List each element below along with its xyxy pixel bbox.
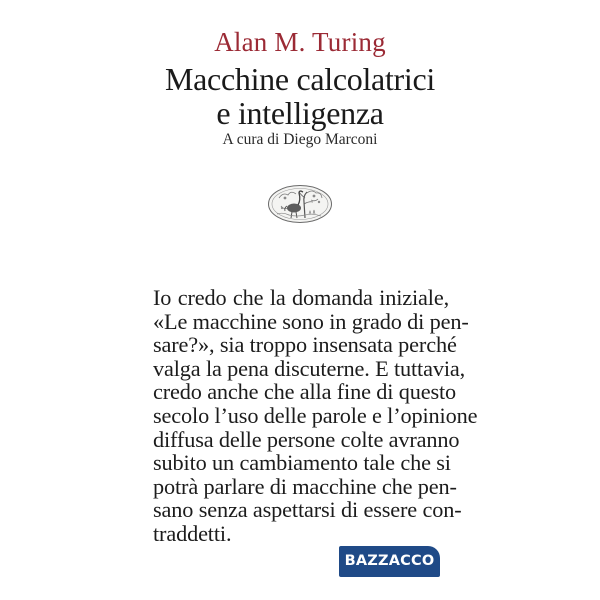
quote-line: credo anche che alla fine di questo (153, 379, 457, 405)
quote-line: traddetti. (153, 520, 232, 546)
quote-line: potrà parlare di macchine che pen- (153, 473, 457, 499)
quote-line: secolo l’uso delle parole e l’opinione (153, 402, 478, 428)
ostrich-emblem-icon (267, 184, 333, 224)
quote-line: «Le macchine sono in grado di pen- (153, 308, 469, 334)
editor-credit: A cura di Diego Marconi (222, 131, 378, 148)
bazzacco-badge: BAZZACCO (339, 546, 440, 577)
quote-line: subito un cambiamento tale che si (153, 450, 451, 476)
author-name: Alan M. Turing (214, 27, 386, 57)
book-title-line-1: Macchine calcolatrici (165, 61, 435, 97)
quote-line: sare?», sia troppo insensata perché (153, 332, 457, 358)
quote-line: Io credo che la domanda iniziale, (153, 285, 449, 310)
back-cover-quote (153, 285, 478, 546)
quote-line: valga la pena discuterne. E tuttavia, (153, 355, 466, 381)
book-title (0, 62, 600, 130)
quote-line: diffusa delle persone colte avranno (153, 426, 460, 452)
quote-line: sano senza aspettarsi di essere con- (153, 497, 462, 523)
book-title-line-2: e intelligenza (216, 95, 384, 131)
